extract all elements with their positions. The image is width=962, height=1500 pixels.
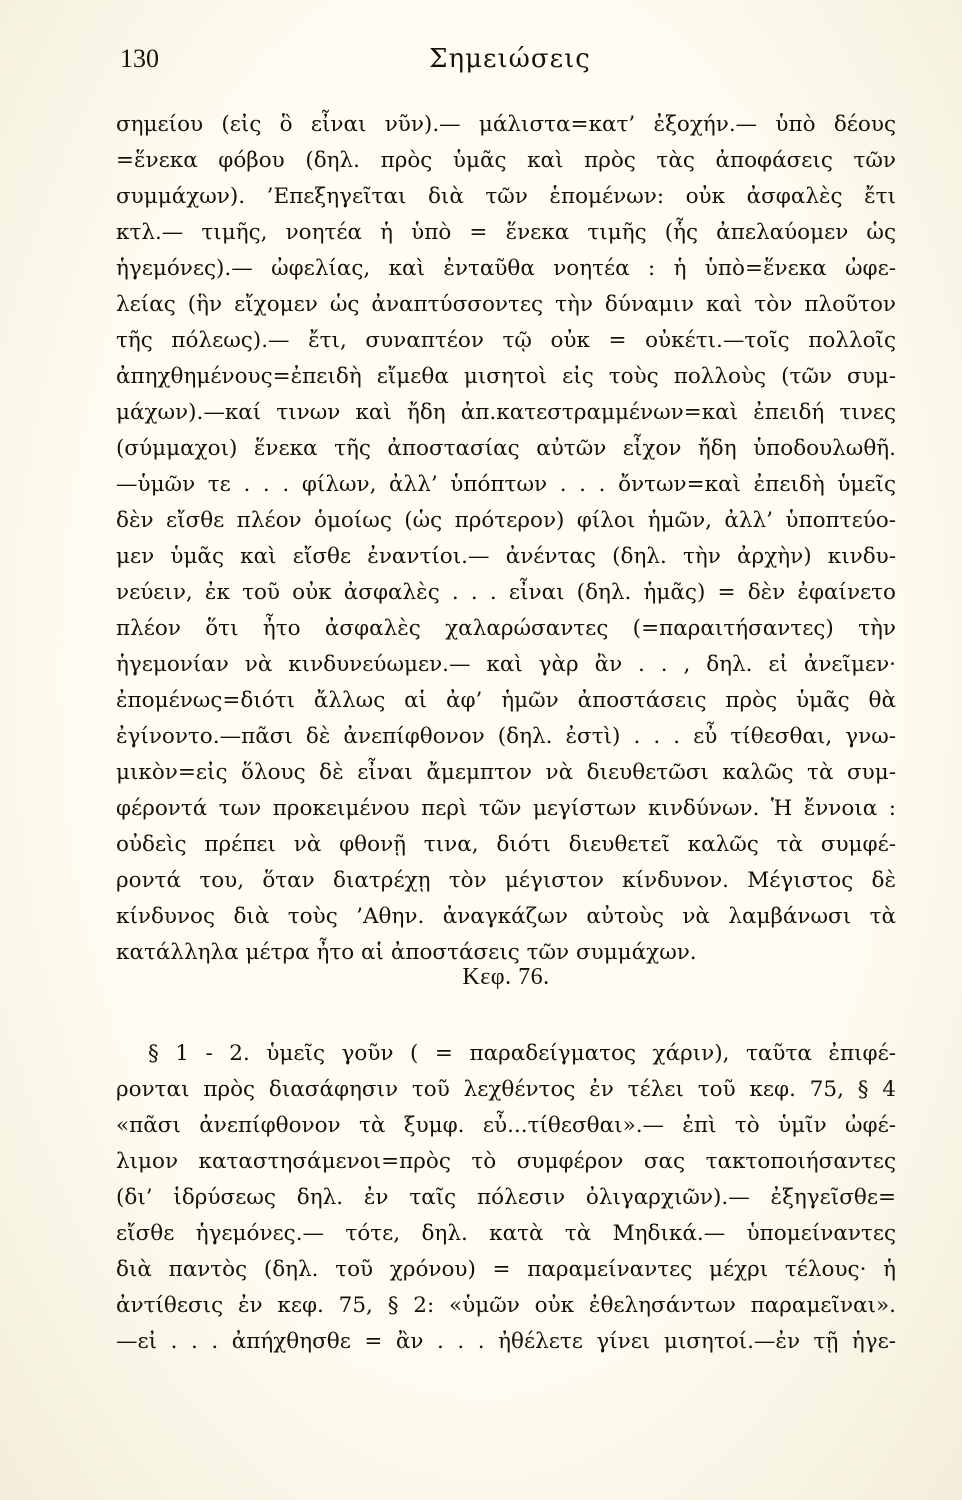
text-line: κίνδυνος διὰ τοὺς ’Αθην. ἀναγκάζων αὐτοὺς νὰ λαμβάνωσι τὰ <box>116 904 896 929</box>
text-line: σημείου (εἰς ὃ εἶναι νῦν).— μάλιστα=κατ’ ἐξοχήν.— ὑπὸ δέους <box>116 112 896 137</box>
text-line: ροντά του, ὅταν διατρέχῃ τὸν μέγιστον κίνδυνον. Μέγιστος δὲ <box>116 868 896 893</box>
notes-paragraph <box>116 107 896 971</box>
text-line: —ὑμῶν τε . . . φίλων, ἀλλ’ ὑπόπτων . . . ὄντων=καὶ ἐπειδὴ ὑμεῖς <box>116 472 896 497</box>
text-line: δὲν εἴσθε πλέον ὁμοίως (ὡς πρότερον) φίλοι ἡμῶν, ἀλλ’ ὑποπτεύο- <box>116 508 896 533</box>
text-line: εἴσθε ἡγεμόνες.— τότε, δηλ. κατὰ τὰ Μηδικά.— ὑπομείναντες <box>116 1221 896 1246</box>
text-line: διὰ παντὸς (δηλ. τοῦ χρόνου) = παραμείναντες μέχρι τέλους· ἡ <box>116 1257 896 1282</box>
text-line: (δι’ ἱδρύσεως δηλ. ἐν ταῖς πόλεσιν ὀλιγαρχιῶν).— ἐξηγεῖσθε= <box>116 1185 896 1210</box>
text-line: =ἕνεκα φόβου (δηλ. πρὸς ὑμᾶς καὶ πρὸς τὰς ἀποφάσεις τῶν <box>116 148 896 173</box>
text-line: οὐδεὶς πρέπει νὰ φθονῇ τινα, διότι διευθετεῖ καλῶς τὰ συμφέ- <box>116 832 896 857</box>
text-line: μάχων).—καί τινων καὶ ἤδη ἀπ.κατεστραμμένων=καὶ ἐπειδή τινες <box>116 400 896 425</box>
text-line: ἐπομένως=διότι ἄλλως αἱ ἀφ’ ἡμῶν ἀποστάσεις πρὸς ὑμᾶς θὰ <box>116 688 896 713</box>
text-line: —εἰ . . . ἀπήχθησθε = ἂν . . . ἠθέλετε γίνει μισητοί.—ἐν τῇ ἡγε- <box>116 1329 896 1354</box>
text-line: πλέον ὅτι ἦτο ἀσφαλὲς χαλαρώσαντες (=παραιτήσαντες) τὴν <box>116 616 896 641</box>
text-line: «πᾶσι ἀνεπίφθονον τὰ ξυμφ. εὖ...τίθεσθαι».— ἐπὶ τὸ ὑμῖν ὠφέ- <box>116 1113 896 1138</box>
text-line: ρονται πρὸς διασάφησιν τοῦ λεχθέντος ἐν τέλει τοῦ κεφ. 75, § 4 <box>116 1077 896 1102</box>
text-line: ἐγίνοντο.—πᾶσι δὲ ἀνεπίφθονον (δηλ. ἐστὶ) . . . εὖ τίθεσθαι, γνω- <box>116 724 896 749</box>
text-line: § 1 - 2. ὑμεῖς γοῦν ( = παραδείγματος χάριν), ταῦτα ἐπιφέ- <box>148 1041 896 1066</box>
text-line: μεν ὑμᾶς καὶ εἴσθε ἐναντίοι.— ἀνέντας (δηλ. τὴν ἀρχὴν) κινδυ- <box>116 544 896 569</box>
text-line: μικὸν=εἰς ὅλους δὲ εἶναι ἄμεμπτον νὰ διευθετῶσι καλῶς τὰ συμ- <box>116 760 896 785</box>
text-line: ἀντίθεσις ἐν κεφ. 75, § 2: «ὑμῶν οὐκ ἐθελησάντων παραμεῖναι». <box>116 1293 896 1318</box>
text-line: λείας (ἣν εἴχομεν ὡς ἀναπτύσσοντες τὴν δύναμιν καὶ τὸν πλοῦτον <box>116 292 896 317</box>
text-line: ἀπηχθημένους=ἐπειδὴ εἴμεθα μισητοὶ εἰς τοὺς πολλοὺς (τῶν συμ- <box>116 364 896 389</box>
text-line: τῆς πόλεως).— ἔτι, συναπτέον τῷ οὐκ = οὐκέτι.—τοῖς πολλοῖς <box>116 328 896 353</box>
chapter-paragraph <box>116 1036 896 1360</box>
text-line: νεύειν, ἐκ τοῦ οὐκ ἀσφαλὲς . . . εἶναι (δηλ. ἡμᾶς) = δὲν ἐφαίνετο <box>116 580 896 605</box>
text-line: συμμάχων). ’Επεξηγεῖται διὰ τῶν ἑπομένων: οὐκ ἀσφαλὲς ἔτι <box>116 184 896 209</box>
text-line: φέροντά των προκειμένου περὶ τῶν μεγίστων κινδύνων. Ἡ ἔννοια : <box>116 796 896 821</box>
chapter-heading: Κεφ. 76. <box>462 964 550 990</box>
page-number: 130 <box>120 44 159 73</box>
text-line: κτλ.— τιμῆς, νοητέα ἡ ὑπὸ = ἕνεκα τιμῆς (ἧς ἀπελαύομεν ὡς <box>116 220 896 245</box>
running-head <box>120 44 900 80</box>
text-line: ἡγεμονίαν νὰ κινδυνεύωμεν.— καὶ γὰρ ἂν . . , δηλ. εἰ ἀνεῖμεν· <box>116 652 896 677</box>
text-line: κατάλληλα μέτρα ἦτο αἱ ἀποστάσεις τῶν συμμάχων. <box>116 940 697 965</box>
text-line: ἡγεμόνες).— ὠφελίας, καὶ ἐνταῦθα νοητέα : ἡ ὑπὸ=ἕνεκα ὠφε- <box>116 256 896 281</box>
running-title: Σημειώσεις <box>429 44 591 74</box>
text-line: λιμον καταστησάμενοι=πρὸς τὸ συμφέρον σας τακτοποιήσαντες <box>116 1149 896 1174</box>
text-line: (σύμμαχοι) ἕνεκα τῆς ἀποστασίας αὐτῶν εἶχον ἤδη ὑποδουλωθῆ. <box>116 436 896 461</box>
